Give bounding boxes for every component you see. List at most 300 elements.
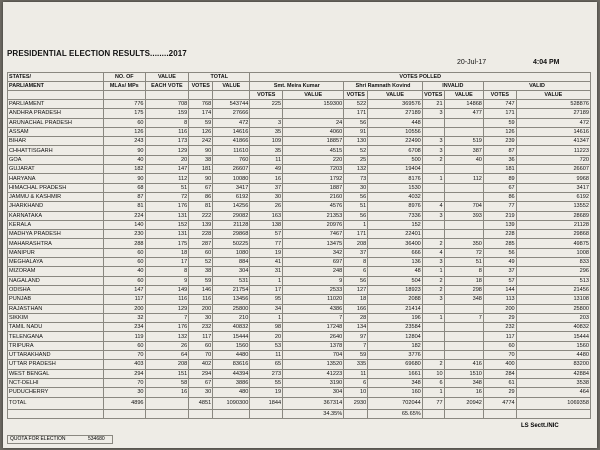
state-name: JAMMU & KASHMIR [8, 192, 104, 201]
meira-votes: 225 [250, 100, 283, 109]
valid-value: 41347 [516, 137, 590, 146]
invalid-votes: 1 [422, 388, 444, 397]
meira-percentage: 34.35% [283, 409, 344, 418]
state-name: UTTAR PRADESH [8, 360, 104, 369]
no-of-members: 403 [104, 360, 145, 369]
invalid-value: 14868 [444, 100, 483, 109]
no-of-members: 90 [104, 174, 145, 183]
table-row [8, 174, 591, 183]
kovind-votes: 127 [344, 285, 368, 294]
value-each-vote: 116 [145, 127, 189, 136]
section-label: LS Sectt./NIC [521, 423, 559, 429]
kovind-votes: 91 [344, 127, 368, 136]
valid-value: 13552 [516, 202, 590, 211]
value-each-vote: 176 [145, 323, 189, 332]
kovind-value: 196 [368, 313, 423, 322]
results-sheet [3, 2, 597, 448]
valid-value: 28689 [516, 211, 590, 220]
meira-votes: 35 [250, 127, 283, 136]
total-value: 13456 [213, 295, 250, 304]
no-of-members: 68 [104, 183, 145, 192]
no-of-members: 30 [104, 388, 145, 397]
valid-votes: 284 [483, 369, 516, 378]
valid-votes: 49 [483, 258, 516, 267]
kovind-value-header: VALUE [368, 91, 423, 100]
no-of-members: 60 [104, 248, 145, 257]
kovind-value: 7336 [368, 211, 423, 220]
total-votes: 38 [189, 155, 213, 164]
report-date: 20-Jul-17 [457, 59, 487, 66]
valid-total-votes: 4774 [483, 397, 516, 409]
valid-value: 1560 [516, 341, 590, 350]
table-row [8, 388, 591, 397]
invalid-votes-header: VOTES [424, 92, 443, 98]
invalid-value [444, 323, 483, 332]
total-votes: 222 [189, 211, 213, 220]
table-row [8, 248, 591, 257]
valid-votes: 239 [483, 137, 516, 146]
no-of-members: 60 [104, 118, 145, 127]
value-each-vote: 151 [145, 369, 189, 378]
meira-votes: 11 [250, 351, 283, 360]
table-row [8, 369, 591, 378]
total-votes: 67 [189, 378, 213, 387]
total-header: TOTAL [189, 73, 250, 82]
invalid-value: 416 [444, 360, 483, 369]
no-of-members: 294 [104, 369, 145, 378]
invalid-votes [422, 192, 444, 201]
table-row [8, 127, 591, 136]
total-label: TOTAL [8, 397, 104, 409]
valid-value: 1008 [516, 248, 590, 257]
meira-votes: 37 [250, 183, 283, 192]
total-value: 29082 [213, 211, 250, 220]
valid-votes-header: VOTES [483, 91, 516, 100]
total-votes: 181 [189, 165, 213, 174]
table-row [8, 285, 591, 294]
invalid-votes: 1 [422, 313, 444, 322]
no-of-members: 234 [104, 323, 145, 332]
table-row [8, 220, 591, 229]
invalid-votes: 3 [422, 146, 444, 155]
meira-value: 2160 [283, 192, 344, 201]
total-value: 41866 [213, 137, 250, 146]
meira-value: 20976 [283, 220, 344, 229]
invalid-votes [422, 341, 444, 350]
table-row [8, 183, 591, 192]
table-row [8, 192, 591, 201]
invalid-value [444, 332, 483, 341]
kovind-value: 136 [368, 258, 423, 267]
total-value: 3886 [213, 378, 250, 387]
value-each-vote: 129 [145, 304, 189, 313]
meira-value: 11020 [283, 295, 344, 304]
state-name: BIHAR [8, 137, 104, 146]
total-votes: 116 [189, 295, 213, 304]
total-votes: 30 [189, 388, 213, 397]
kovind-votes: 132 [344, 165, 368, 174]
invalid-votes: 2 [422, 155, 444, 164]
invalid-value: 350 [444, 239, 483, 248]
valid-value: 472 [516, 118, 590, 127]
total-value: 760 [213, 155, 250, 164]
kovind-value: 23584 [368, 323, 423, 332]
total-value: 21754 [213, 285, 250, 294]
meira-votes: 57 [250, 230, 283, 239]
state-name: ARUNACHAL PRADESH [8, 118, 104, 127]
total-value: 14616 [213, 127, 250, 136]
valid-votes: 61 [483, 378, 516, 387]
invalid-votes: 1 [422, 174, 444, 183]
value-each-vote: 131 [145, 230, 189, 239]
total-votes: 139 [189, 220, 213, 229]
state-name: KARNATAKA [8, 211, 104, 220]
kovind-votes: 73 [344, 174, 368, 183]
invalid-value: 51 [444, 258, 483, 267]
kovind-votes: 166 [344, 304, 368, 313]
invalid-value: 348 [444, 378, 483, 387]
total-votes: 67 [189, 183, 213, 192]
valid-value: 83200 [516, 360, 590, 369]
parliament-header: PARLIAMENT [8, 82, 104, 91]
meira-value: 704 [283, 351, 344, 360]
table-row [8, 378, 591, 387]
meira-votes: 19 [250, 248, 283, 257]
invalid-value: 40 [444, 155, 483, 164]
meira-votes-header: VOTES [250, 91, 283, 100]
total-value-header: VALUE [213, 82, 250, 91]
meira-value: 7203 [283, 165, 344, 174]
kovind-value: 1530 [368, 183, 423, 192]
state-name: MEGHALAYA [8, 258, 104, 267]
value-each-vote: 173 [145, 137, 189, 146]
state-name: MANIPUR [8, 248, 104, 257]
invalid-votes: 1 [422, 267, 444, 276]
meira-votes: 98 [250, 323, 283, 332]
meira-votes: 1 [250, 276, 283, 285]
total-value: 3417 [213, 183, 250, 192]
no-of-members: 182 [104, 165, 145, 174]
value-each-vote: 7 [145, 313, 189, 322]
valid-value: 13108 [516, 295, 590, 304]
valid-value: 9968 [516, 174, 590, 183]
meira-votes: 138 [250, 220, 283, 229]
total-votes: 52 [189, 258, 213, 267]
total-value: 44394 [213, 369, 250, 378]
invalid-value: 348 [444, 295, 483, 304]
valid-value: 11223 [516, 146, 590, 155]
total-votes: 86 [189, 192, 213, 201]
invalid-total-votes: 77 [422, 397, 444, 409]
state-name: KERALA [8, 220, 104, 229]
valid-votes: 126 [483, 127, 516, 136]
meira-total-votes: 1844 [250, 397, 283, 409]
invalid-votes: 3 [422, 211, 444, 220]
no-of-members: 224 [104, 211, 145, 220]
no-of-header: NO. OF [104, 73, 145, 82]
valid-value: 720 [516, 155, 590, 164]
total-value: 531 [213, 276, 250, 285]
kovind-votes: 6 [344, 378, 368, 387]
value-each-vote: 26 [145, 341, 189, 350]
kovind-votes: 56 [344, 276, 368, 285]
state-name: ANDHRA PRADESH [8, 109, 104, 118]
meira-value: 41223 [283, 369, 344, 378]
invalid-votes: 3 [422, 295, 444, 304]
total-value: 14256 [213, 202, 250, 211]
value-each-vote: 708 [145, 100, 189, 109]
total-votes: 126 [189, 127, 213, 136]
table-row [8, 146, 591, 155]
total-value: 210 [213, 313, 250, 322]
total-votes: 38 [189, 267, 213, 276]
results-table [7, 72, 591, 419]
state-name: PUDUCHERRY [8, 388, 104, 397]
valid-votes: 70 [483, 351, 516, 360]
quota-label: QUOTA FOR ELECTION [10, 436, 66, 442]
no-of-members: 70 [104, 351, 145, 360]
total-value: 40832 [213, 323, 250, 332]
no-of-members: 60 [104, 258, 145, 267]
invalid-votes: 10 [422, 369, 444, 378]
value-each-vote: 58 [145, 378, 189, 387]
total-value: 1090300 [213, 397, 250, 409]
table-row [8, 323, 591, 332]
meira-votes: 11 [250, 155, 283, 164]
total-value: 50225 [213, 239, 250, 248]
meira-value: 159300 [283, 100, 344, 109]
valid-votes: 200 [483, 304, 516, 313]
invalid-votes [422, 351, 444, 360]
no-of-members: 40 [104, 267, 145, 276]
meira-value: 220 [283, 155, 344, 164]
quota-box [7, 435, 113, 444]
valid-votes: 57 [483, 276, 516, 285]
invalid-votes: 3 [422, 137, 444, 146]
kovind-value: 500 [368, 155, 423, 164]
valid-votes: 117 [483, 332, 516, 341]
invalid-value: 393 [444, 211, 483, 220]
total-value: 10080 [213, 174, 250, 183]
kovind-value: 666 [368, 248, 423, 257]
invalid-value: 1510 [444, 369, 483, 378]
total-value: 543744 [213, 100, 250, 109]
valid-value: 29868 [516, 230, 590, 239]
meira-value [283, 109, 344, 118]
kovind-value: 22490 [368, 137, 423, 146]
total-votes: 81 [189, 202, 213, 211]
meira-value: 1887 [283, 183, 344, 192]
table-row [8, 165, 591, 174]
no-of-members: 32 [104, 313, 145, 322]
no-of-members: 119 [104, 332, 145, 341]
total-votes: 768 [189, 100, 213, 109]
invalid-value-header: VALUE [444, 91, 483, 100]
invalid-value [444, 341, 483, 350]
kovind-votes: 11 [344, 369, 368, 378]
invalid-value: 16 [444, 388, 483, 397]
kovind-votes: 335 [344, 360, 368, 369]
meira-value: 7467 [283, 230, 344, 239]
invalid-value: 8 [444, 267, 483, 276]
invalid-value [444, 165, 483, 174]
kovind-value: 1661 [368, 369, 423, 378]
total-votes: 242 [189, 137, 213, 146]
table-row [8, 202, 591, 211]
invalid-header: INVALID [422, 82, 483, 91]
kovind-votes: 51 [344, 202, 368, 211]
kovind-percentage: 65.65% [368, 409, 423, 418]
meira-votes: 3 [250, 118, 283, 127]
kovind-value: 3776 [368, 351, 423, 360]
value-each-vote: 20 [145, 155, 189, 164]
each-vote-header: EACH VOTE [145, 82, 189, 91]
invalid-value: 519 [444, 137, 483, 146]
state-name: CHHATTISGARH [8, 146, 104, 155]
kovind-value: 22401 [368, 230, 423, 239]
meira-votes [250, 109, 283, 118]
valid-value: 49875 [516, 239, 590, 248]
meira-votes: 26 [250, 202, 283, 211]
total-value: 1080 [213, 248, 250, 257]
kovind-votes: 25 [344, 155, 368, 164]
meira-value: 342 [283, 248, 344, 257]
invalid-votes [422, 118, 444, 127]
no-of-members: 117 [104, 295, 145, 304]
value-each-vote: 129 [145, 146, 189, 155]
meira-value: 248 [283, 267, 344, 276]
value-each-vote: 17 [145, 258, 189, 267]
valid-votes: 59 [483, 118, 516, 127]
value-each-vote: 175 [145, 239, 189, 248]
meira-votes: 16 [250, 174, 283, 183]
kovind-votes: 37 [344, 248, 368, 257]
value-each-vote: 132 [145, 332, 189, 341]
meira-votes: 95 [250, 295, 283, 304]
total-value: 83616 [213, 360, 250, 369]
state-name: PARLIAMENT [8, 100, 104, 109]
no-of-members: 81 [104, 202, 145, 211]
value-each-vote: 64 [145, 351, 189, 360]
invalid-votes [422, 183, 444, 192]
table-row [8, 313, 591, 322]
kovind-value: 369576 [368, 100, 423, 109]
table-row [8, 267, 591, 276]
valid-votes: 89 [483, 174, 516, 183]
no-of-members: 126 [104, 127, 145, 136]
state-name: MIZORAM [8, 267, 104, 276]
invalid-value [444, 351, 483, 360]
total-no-of: 4896 [104, 397, 145, 409]
invalid-value: 298 [444, 285, 483, 294]
meira-votes: 55 [250, 378, 283, 387]
invalid-value [444, 220, 483, 229]
meira-votes: 53 [250, 341, 283, 350]
total-votes: 146 [189, 285, 213, 294]
meira-votes: 17 [250, 285, 283, 294]
kovind-value: 19404 [368, 165, 423, 174]
meira-value: 4515 [283, 146, 344, 155]
kovind-value: 18923 [368, 285, 423, 294]
invalid-value [444, 192, 483, 201]
kovind-votes: 171 [344, 109, 368, 118]
invalid-votes [422, 304, 444, 313]
state-name: PUNJAB [8, 295, 104, 304]
valid-value: 528876 [516, 100, 590, 109]
total-value: 4480 [213, 351, 250, 360]
no-of-members: 776 [104, 100, 145, 109]
state-name: GOA [8, 155, 104, 164]
total-votes: 232 [189, 323, 213, 332]
state-name: TRIPURA [8, 341, 104, 350]
invalid-votes [422, 127, 444, 136]
states-header: STATES/ [8, 73, 104, 82]
total-value: 472 [213, 118, 250, 127]
total-value: 27666 [213, 109, 250, 118]
valid-votes: 219 [483, 211, 516, 220]
total-value: 6192 [213, 192, 250, 201]
total-value: 480 [213, 388, 250, 397]
state-name: JHARKHAND [8, 202, 104, 211]
table-row [8, 155, 591, 164]
value-each-vote: 159 [145, 109, 189, 118]
valid-votes: 86 [483, 192, 516, 201]
meira-votes: 41 [250, 258, 283, 267]
value-each-vote: 8 [145, 267, 189, 276]
meira-votes: 35 [250, 146, 283, 155]
table-row [8, 341, 591, 350]
table-row [8, 211, 591, 220]
mlas-mps-header: MLAs/ MPs [104, 82, 145, 91]
kovind-value: 12804 [368, 332, 423, 341]
valid-votes: 747 [483, 100, 516, 109]
total-value: 25800 [213, 304, 250, 313]
value-each-vote: 112 [145, 174, 189, 183]
no-of-members: 175 [104, 109, 145, 118]
valid-votes: 228 [483, 230, 516, 239]
invalid-votes: 2 [422, 360, 444, 369]
no-of-members: 200 [104, 304, 145, 313]
value-each-vote: 16 [145, 388, 189, 397]
kovind-votes: 1 [344, 220, 368, 229]
kovind-value: 6708 [368, 146, 423, 155]
valid-value: 15444 [516, 332, 590, 341]
valid-value: 3538 [516, 378, 590, 387]
valid-value: 296 [516, 267, 590, 276]
quota-value: 534680 [88, 436, 105, 442]
valid-value: 21456 [516, 285, 590, 294]
meira-value: 24 [283, 118, 344, 127]
state-name: HIMACHAL PRADESH [8, 183, 104, 192]
kovind-votes: 130 [344, 137, 368, 146]
kovind-value: 152 [368, 220, 423, 229]
total-votes: 60 [189, 341, 213, 350]
kovind-votes: 6 [344, 267, 368, 276]
valid-votes: 400 [483, 360, 516, 369]
meira-votes: 163 [250, 211, 283, 220]
no-of-members: 243 [104, 137, 145, 146]
table-row [8, 109, 591, 118]
no-of-members: 70 [104, 378, 145, 387]
meira-votes: 20 [250, 332, 283, 341]
table-row [8, 239, 591, 248]
valid-value: 14616 [516, 127, 590, 136]
table-row [8, 351, 591, 360]
valid-value: 464 [516, 388, 590, 397]
invalid-value [444, 304, 483, 313]
valid-votes: 36 [483, 155, 516, 164]
total-votes: 4851 [189, 397, 213, 409]
